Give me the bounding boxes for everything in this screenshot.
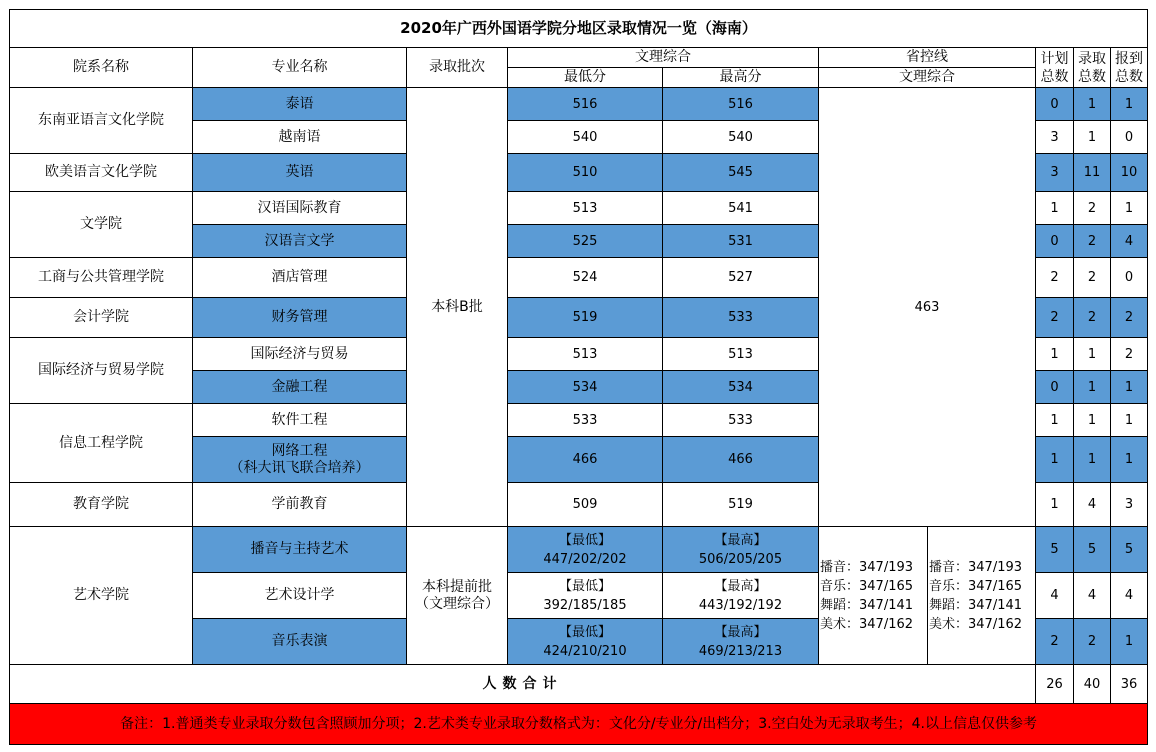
major-cell: 英语	[193, 154, 407, 192]
max-score-cell: 540	[663, 121, 819, 154]
table-row	[10, 88, 1148, 121]
report-cell: 2	[1111, 338, 1148, 371]
plan-cell: 1	[1036, 483, 1074, 527]
plan-cell: 2	[1036, 258, 1074, 298]
admit-cell: 1	[1074, 371, 1111, 404]
college-cell: 信息工程学院	[10, 404, 193, 483]
admit-cell: 2	[1074, 258, 1111, 298]
admit-cell: 4	[1074, 483, 1111, 527]
max-score-cell: 516	[663, 88, 819, 121]
college-cell: 工商与公共管理学院	[10, 258, 193, 298]
plan-cell: 3	[1036, 154, 1074, 192]
control-line-cell: 463	[819, 88, 1036, 527]
min-score-cell: 【最低】 447/202/202	[508, 527, 663, 573]
max-score-cell: 【最高】 506/205/205	[663, 527, 819, 573]
max-score-cell: 545	[663, 154, 819, 192]
admit-cell: 2	[1074, 298, 1111, 338]
header-max: 最高分	[663, 68, 819, 88]
major-cell: 播音与主持艺术	[193, 527, 407, 573]
major-cell: 汉语国际教育	[193, 192, 407, 225]
college-cell: 会计学院	[10, 298, 193, 338]
major-cell: 酒店管理	[193, 258, 407, 298]
plan-cell: 1	[1036, 437, 1074, 483]
table-row	[10, 527, 1148, 573]
header-min: 最低分	[508, 68, 663, 88]
report-cell: 0	[1111, 121, 1148, 154]
min-score-cell: 【最低】 392/185/185	[508, 573, 663, 619]
major-cell: 音乐表演	[193, 619, 407, 665]
major-cell: 国际经济与贸易	[193, 338, 407, 371]
header-control-sub: 文理综合	[819, 68, 1036, 88]
college-cell: 艺术学院	[10, 527, 193, 665]
major-cell: 财务管理	[193, 298, 407, 338]
admit-cell: 2	[1074, 619, 1111, 665]
plan-cell: 1	[1036, 192, 1074, 225]
max-score-cell: 533	[663, 298, 819, 338]
report-cell: 1	[1111, 88, 1148, 121]
plan-cell: 3	[1036, 121, 1074, 154]
max-score-cell: 【最高】 469/213/213	[663, 619, 819, 665]
admit-cell: 4	[1074, 573, 1111, 619]
total-plan: 26	[1036, 665, 1074, 704]
min-score-cell: 516	[508, 88, 663, 121]
major-cell: 泰语	[193, 88, 407, 121]
batch-cell: 本科B批	[407, 88, 508, 527]
plan-cell: 1	[1036, 338, 1074, 371]
report-cell: 1	[1111, 437, 1148, 483]
min-score-cell: 【最低】 424/210/210	[508, 619, 663, 665]
max-score-cell: 519	[663, 483, 819, 527]
admit-cell: 11	[1074, 154, 1111, 192]
plan-cell: 1	[1036, 404, 1074, 437]
min-score-cell: 513	[508, 192, 663, 225]
max-score-cell: 466	[663, 437, 819, 483]
min-score-cell: 525	[508, 225, 663, 258]
plan-cell: 2	[1036, 298, 1074, 338]
report-cell: 1	[1111, 192, 1148, 225]
report-cell: 1	[1111, 619, 1148, 665]
plan-cell: 5	[1036, 527, 1074, 573]
college-cell: 文学院	[10, 192, 193, 258]
max-score-cell: 【最高】 443/192/192	[663, 573, 819, 619]
report-cell: 4	[1111, 573, 1148, 619]
major-cell: 金融工程	[193, 371, 407, 404]
header-college: 院系名称	[10, 48, 193, 88]
admit-cell: 2	[1074, 225, 1111, 258]
total-report: 36	[1111, 665, 1148, 704]
plan-cell: 2	[1036, 619, 1074, 665]
major-cell: 汉语言文学	[193, 225, 407, 258]
report-cell: 10	[1111, 154, 1148, 192]
plan-cell: 0	[1036, 371, 1074, 404]
plan-cell: 0	[1036, 225, 1074, 258]
admit-cell: 1	[1074, 437, 1111, 483]
report-cell: 3	[1111, 483, 1148, 527]
college-cell: 国际经济与贸易学院	[10, 338, 193, 404]
major-cell: 学前教育	[193, 483, 407, 527]
totals-label: 人数合计	[10, 665, 1036, 704]
report-cell: 1	[1111, 371, 1148, 404]
college-cell: 东南亚语言文化学院	[10, 88, 193, 154]
college-cell: 欧美语言文化学院	[10, 154, 193, 192]
admit-cell: 1	[1074, 88, 1111, 121]
admission-table	[9, 9, 1148, 745]
header-plan: 计划 总数	[1036, 48, 1074, 88]
art-control-right: 播音：347/193 音乐：347/165 舞蹈：347/141 美术：347/162	[928, 527, 1036, 665]
max-score-cell: 513	[663, 338, 819, 371]
major-cell: 艺术设计学	[193, 573, 407, 619]
report-cell: 1	[1111, 404, 1148, 437]
admit-cell: 2	[1074, 192, 1111, 225]
batch-cell-art: 本科提前批 （文理综合）	[407, 527, 508, 665]
header-control-line: 省控线	[819, 48, 1036, 68]
report-cell: 2	[1111, 298, 1148, 338]
min-score-cell: 534	[508, 371, 663, 404]
admit-cell: 1	[1074, 338, 1111, 371]
max-score-cell: 534	[663, 371, 819, 404]
totals-row	[10, 665, 1148, 704]
plan-cell: 4	[1036, 573, 1074, 619]
plan-cell: 0	[1036, 88, 1074, 121]
min-score-cell: 533	[508, 404, 663, 437]
min-score-cell: 513	[508, 338, 663, 371]
major-cell: 越南语	[193, 121, 407, 154]
report-cell: 0	[1111, 258, 1148, 298]
max-score-cell: 533	[663, 404, 819, 437]
art-control-left: 播音：347/193 音乐：347/165 舞蹈：347/141 美术：347/162	[819, 527, 928, 665]
table-title: 2020年广西外国语学院分地区录取情况一览（海南）	[10, 10, 1148, 48]
report-cell: 5	[1111, 527, 1148, 573]
min-score-cell: 524	[508, 258, 663, 298]
college-cell: 教育学院	[10, 483, 193, 527]
header-score-group: 文理综合	[508, 48, 819, 68]
header-batch: 录取批次	[407, 48, 508, 88]
total-admit: 40	[1074, 665, 1111, 704]
header-admit: 录取 总数	[1074, 48, 1111, 88]
major-cell: 软件工程	[193, 404, 407, 437]
max-score-cell: 527	[663, 258, 819, 298]
min-score-cell: 540	[508, 121, 663, 154]
admit-cell: 5	[1074, 527, 1111, 573]
major-cell: 网络工程 （科大讯飞联合培养）	[193, 437, 407, 483]
max-score-cell: 531	[663, 225, 819, 258]
admit-cell: 1	[1074, 404, 1111, 437]
min-score-cell: 519	[508, 298, 663, 338]
report-cell: 4	[1111, 225, 1148, 258]
admit-cell: 1	[1074, 121, 1111, 154]
header-report: 报到 总数	[1111, 48, 1148, 88]
footnote: 备注：1.普通类专业录取分数包含照顾加分项；2.艺术类专业录取分数格式为：文化分/专业分/出档分；3.空白处为无录取考生；4.以上信息仅供参考	[10, 704, 1148, 745]
min-score-cell: 466	[508, 437, 663, 483]
header-major: 专业名称	[193, 48, 407, 88]
min-score-cell: 510	[508, 154, 663, 192]
max-score-cell: 541	[663, 192, 819, 225]
min-score-cell: 509	[508, 483, 663, 527]
